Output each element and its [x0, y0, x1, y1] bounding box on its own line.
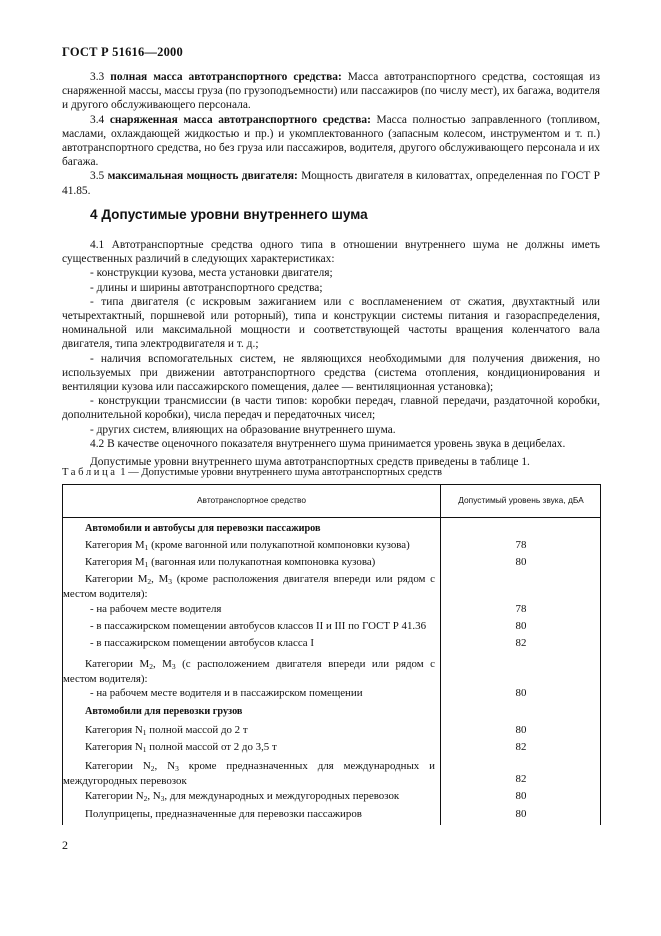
row-label: Категории $N_2$, $N_3$, для международных и междугородных перевозок [85, 790, 400, 803]
definition-3-3 [62, 70, 600, 113]
clause-4-1: 4.1 Автотранспортные средства одного типа в отношении внутреннего шума не должны иметь существенных различий в следующих характеристиках: [62, 239, 600, 266]
list-item: - конструкции трансмиссии (в части типов: коробки передач, главной передачи, раздаточной коробки, дополнительной коробки), числа передач и передаточных чисел; [62, 395, 600, 422]
list-item: - типа двигателя (с искровым зажиганием или с воспламенением от сжатия, двухтактный или четырехтактный, поршневой или роторный), типа и конструкции системы питания и газораспределения, номинальной или максимальной мощности и соответствующей частоты вращения коленчатого вала двигателя, типа электродвигателя и т. д.; [62, 295, 600, 351]
definition-3-4 [62, 113, 600, 170]
definitions-block [62, 70, 600, 198]
row-value: 78 [515, 539, 527, 551]
list-item: - других систем, влияющих на образование внутреннего шума. [90, 423, 396, 436]
section-row-label: Автомобили для перевозки грузов [85, 706, 243, 717]
list-item: - длины и ширины автотранспортного средства; [90, 281, 323, 294]
row-value: 80 [515, 556, 527, 568]
list-item: - наличия вспомогательных систем, не являющихся необходимыми для получения движения, но используемых при движении автотранспортного средства (система отопления, кондиционирования и вентиляции кузова или пассажирского помещения, далее — вентиляционная установка); [62, 352, 600, 394]
section-heading: 4 Допустимые уровни внутреннего шума [90, 207, 368, 222]
row-value: 78 [515, 603, 527, 615]
table-reference: Допустимые уровни внутреннего шума автотранспортных средств приведены в таблице 1. [90, 456, 530, 469]
row-label: Категория $N_1$ полной массой от 2 до 3,5 т [85, 741, 277, 754]
table-caption-word: Таблица [62, 467, 118, 478]
definition-text: Масса автотранспортного средства, состоящая из снаряженной массы, массы груза (по грузоподъемности) или пассажиров (по числу мест), их багажа, водителя и другого обслуживающего персонала. [62, 71, 600, 112]
row-value: 80 [515, 808, 527, 820]
table-header [63, 485, 600, 518]
clause-number: 3.5 [90, 170, 105, 183]
table-caption [62, 467, 442, 478]
clause-number: 3.3 [90, 71, 105, 83]
column-header-vehicle: Автотранспортное средство [196, 495, 307, 505]
column-divider [440, 485, 441, 825]
definition-text: Масса полностью заправленного (топливом, маслами, охлаждающей жидкостью и пр.) и укомплектованного (запасным колесом, инструментом и т. п.) автотранспортного средства, но без груза или пассажиров, водителя, другого обслуживающего персонала и их багажа. [62, 113, 600, 169]
list-item: - конструкции кузова, места установки двигателя; [90, 267, 333, 280]
definition-3-5 [62, 169, 600, 197]
row-label: Категории $M_2$, $M_3$ (кроме расположения двигателя впереди или рядом с местом водителя): [63, 573, 435, 600]
section-4-body [62, 238, 600, 469]
row-value: 82 [515, 741, 527, 753]
row-value: 80 [515, 790, 527, 802]
clause-number: 3.4 [90, 113, 105, 126]
row-label: - в пассажирском помещении автобусов класса I [90, 637, 314, 649]
column-header-sound-level: Допустимый уровень звука, дБА [458, 495, 584, 505]
row-label: Категории $M_2$, $M_3$ (с расположением двигателя впереди или рядом с местом водителя): [63, 658, 435, 685]
row-label: Полуприцепы, предназначенные для перевозки пассажиров [85, 808, 362, 820]
row-label: - на рабочем месте водителя и в пассажирском помещении [90, 687, 363, 699]
noise-level-table [62, 484, 601, 825]
row-value: 80 [515, 620, 527, 632]
page-header: ГОСТ Р 51616—2000 [62, 45, 183, 59]
row-label: Категории $N_2$, $N_3$ кроме предназначенных для международных и междугородных перевозок [63, 760, 435, 787]
table-caption-text: 1 — Допустимые уровни внутреннего шума автотранспортных средств [117, 467, 443, 478]
clause-4-2: 4.2 В качестве оценочного показателя внутреннего шума принимается уровень звука в децибелах. [90, 437, 566, 450]
row-value: 82 [515, 773, 527, 785]
row-value: 80 [515, 687, 527, 699]
row-label: - на рабочем месте водителя [90, 603, 222, 615]
row-value: 82 [515, 637, 527, 649]
term: полная масса автотранспортного средства: [110, 71, 342, 83]
row-label: Категория $M_1$ (кроме вагонной или полукапотной компоновки кузова) [85, 539, 410, 552]
row-value: 80 [515, 724, 527, 736]
definition-text: Мощность двигателя в киловаттах, определенная по ГОСТ Р 41.85. [62, 170, 600, 197]
section-row-label: Автомобили и автобусы для перевозки пассажиров [85, 523, 321, 534]
row-label: Категория $M_1$ (вагонная или полукапотная компоновка кузова) [85, 556, 376, 569]
page-number: 2 [62, 838, 68, 852]
row-label: Категория $N_1$ полной массой до 2 т [85, 724, 248, 737]
row-label: - в пассажирском помещении автобусов классов II и III по ГОСТ Р 41.36 [90, 620, 427, 632]
term: снаряженная масса автотранспортного средства: [109, 113, 371, 126]
term: максимальная мощность двигателя: [107, 170, 298, 183]
